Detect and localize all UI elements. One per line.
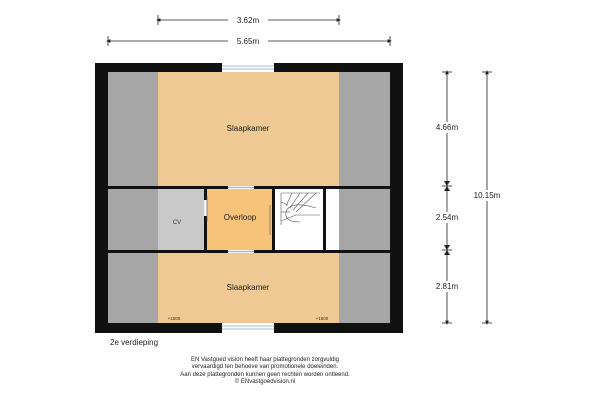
room-label-landing: Overloop [223,213,257,222]
dim-label-inner-width: 3.62m [236,16,260,25]
dimension-outer-width [108,35,390,46]
disclaimer [0,357,530,387]
mid-right-floor [326,189,339,250]
room-label-top-bedroom: Slaapkamer [226,124,270,133]
window-bottom [222,323,274,333]
dimension-heights [430,72,464,323]
stair-handrail [272,208,275,226]
floor-name: 2e verdieping [110,338,159,347]
stair-area [275,189,323,250]
slope-bottom-left [108,253,158,323]
dim-label-height-middle: 2.54m [435,213,459,222]
slope-bottom-right [339,253,390,323]
closet-wall [204,189,207,250]
disclaimer-line: Aan deze plattegronden kunnen geen rechten worden ontleend. [180,371,350,378]
stair-wall-right [323,189,326,250]
dim-label-height-bottom: 2.81m [435,282,459,291]
window-top [222,63,274,72]
disclaimer-line: vervaardigd ten behoeve van promotionele doeleinden. [191,364,339,371]
dimension-total-depth [468,72,506,323]
dimension-inner-width [158,14,339,25]
slope-mid-right [339,189,390,250]
slope-top-right [339,72,390,186]
disclaimer-line: EN Vastgoed vision heeft haar plattegronden zorgvuldig [191,357,339,363]
room-label-bottom-bedroom: Slaapkamer [226,283,270,292]
room-label-cv: CV [172,220,182,226]
door-cv-closet [204,200,207,216]
dim-label-total-depth: 10.15m [473,191,501,200]
disclaimer-line: © ENvastgoedvision.nl [234,379,296,386]
slope-top-left [108,72,158,186]
slope-mid-left [108,189,158,250]
ceiling-mark-right: +1500 [315,316,329,321]
dim-label-height-top: 4.66m [435,123,459,132]
ceiling-mark-left: +1500 [167,316,181,321]
dim-label-outer-width: 5.65m [236,37,260,46]
